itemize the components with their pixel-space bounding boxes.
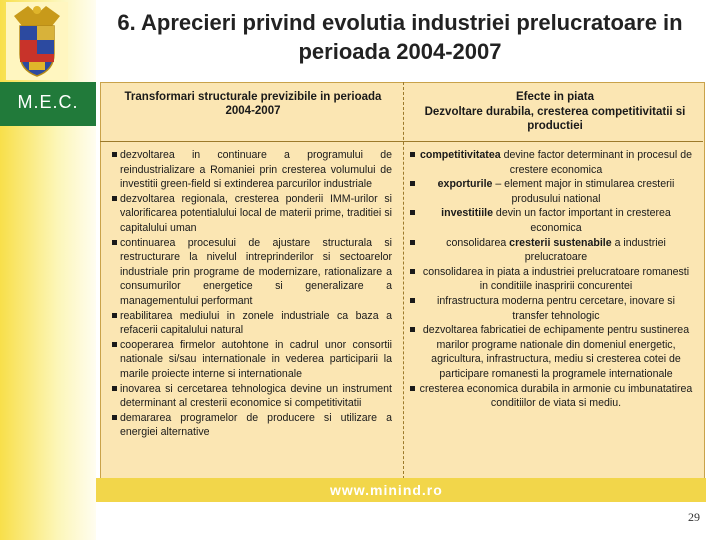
list-item: cresterea economica durabila in armonie cu imbunatatirea conditiilor de viata si mediu.: [410, 382, 694, 411]
list-item: dezvoltarea fabricatiei de echipamente pentru sustinerea marilor programe nationale din domeniul energetic, agricultura, infrastructura, mediu si cresterea cotei de participare romanesti la programele internationale: [410, 323, 694, 381]
right-header-line2: Dezvoltare durabila, cresterea competitivitatii si productiei: [424, 106, 686, 132]
left-list: [112, 148, 392, 440]
header-divider: [100, 141, 703, 142]
right-header-line1: Efecte in piata: [516, 91, 594, 103]
list-item: dezvoltarea in continuare a programului de reindustrializare a Romaniei prin cresterea volumului de investitii green-field si extinderea parcurilor industriale: [112, 148, 392, 192]
list-item: [410, 206, 694, 235]
item-keyword: exporturile: [437, 178, 493, 191]
item-keyword: competitivitatea: [419, 149, 501, 161]
list-item: consolidarea in piata a industriei prelucratoare romanesti in conditiile inaspririi concurentei: [410, 265, 694, 294]
left-column: [112, 148, 392, 440]
list-item: infrastructura moderna pentru cercetare, inovare si transfer tehnologic: [410, 294, 694, 323]
list-item: demararea programelor de producere si utilizare a energiei alternative: [112, 411, 392, 440]
org-label: M.E.C.: [17, 92, 79, 112]
item-keyword: cresterii sustenabile: [509, 236, 612, 249]
list-item: [410, 148, 694, 177]
list-item: dezvoltarea regionala, cresterea ponderii IMM-urilor si valorificarea potentialului local de materii prime, traditiei si capitalului uman: [112, 192, 392, 236]
slide-title: 6. Aprecieri privind evolutia industriei prelucratoare in perioada 2004-2007: [117, 10, 683, 64]
list-item: [410, 177, 694, 206]
column-divider: [403, 82, 404, 484]
item-text: devine factor determinant in procesul de crestere economica: [500, 149, 693, 176]
item-text-pre: consolidarea: [446, 236, 510, 249]
left-column-header: Transformari structurale previzibile in perioada 2004-2007: [124, 91, 382, 117]
right-column-header: [412, 90, 698, 133]
item-keyword: investitiile: [441, 207, 493, 220]
list-item: [410, 236, 694, 265]
page-number: 29: [688, 510, 700, 524]
list-item: continuarea procesului de ajustare structurala si restructurare la nivelul intreprinderilor si sectoarelor industriale prin programe de modernizare, rationalizare a consumurilor energetice si generalizare a managementului performant: [112, 236, 392, 309]
sidebar: [0, 0, 96, 540]
item-text: – element major in stimularea cresterii produsului national: [492, 178, 675, 205]
list-item: inovarea si cercetarea tehnologica devine un instrument determinant al cresterii economice si competitivitatii: [112, 382, 392, 411]
item-text: devin un factor important in cresterea economica: [492, 207, 671, 234]
right-column: [410, 148, 694, 411]
list-item: cooperarea firmelor autohtone in cadrul unor consortii nationale si/sau internationale in vederea participarii la marile proiecte interne si internationale: [112, 338, 392, 382]
item-text: a industriei prelucratoare: [524, 236, 666, 264]
right-list: [410, 148, 694, 411]
footer-url: www.minind.ro: [330, 482, 443, 498]
coat-of-arms-icon: [6, 2, 68, 80]
list-item: reabilitarea mediului in zonele industriale ca baza a refacerii capitalului natural: [112, 309, 392, 338]
